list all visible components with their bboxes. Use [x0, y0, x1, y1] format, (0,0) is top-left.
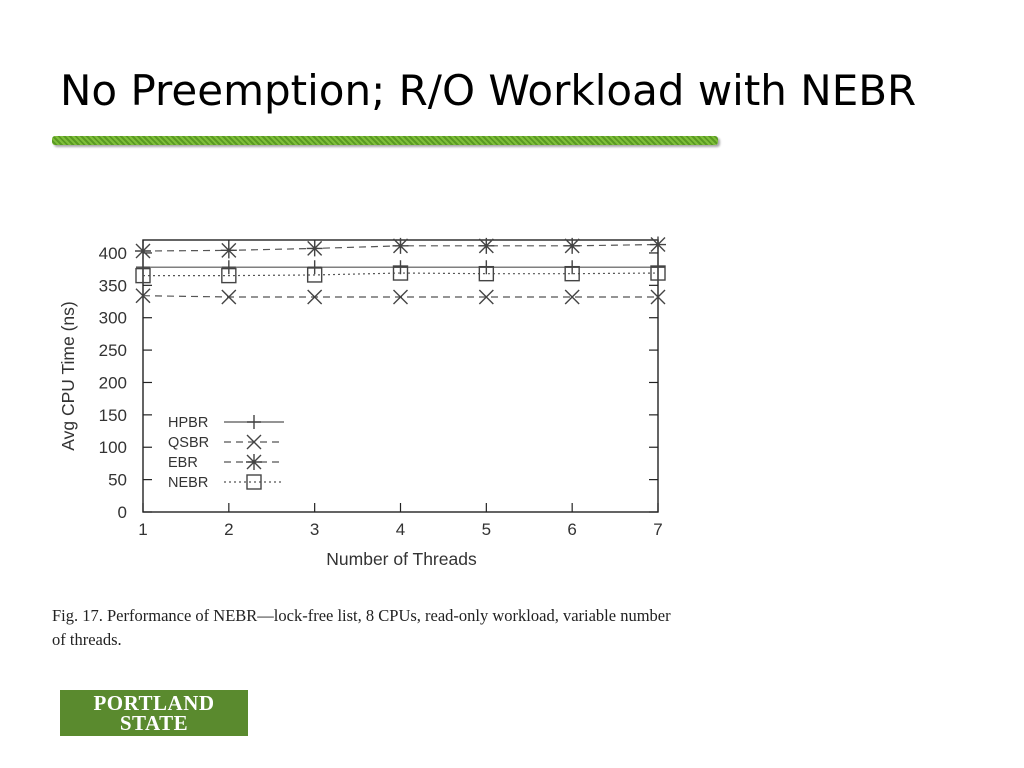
- data-point-ebr: [478, 238, 494, 254]
- legend-label-ebr: EBR: [168, 455, 198, 471]
- data-point-hpbr: [136, 260, 150, 274]
- y-tick-label: 300: [98, 308, 127, 328]
- x-tick-label: 1: [138, 520, 148, 539]
- data-point-ebr: [564, 238, 580, 254]
- university-logo: [60, 690, 248, 755]
- y-tick-label: 100: [98, 438, 127, 458]
- legend-marker-ebr: [246, 454, 262, 470]
- data-point-ebr: [307, 240, 323, 256]
- y-tick-label: 50: [108, 470, 127, 490]
- legend-label-hpbr: HPBR: [168, 415, 209, 431]
- y-tick-label: 200: [98, 373, 127, 393]
- y-tick-label: 400: [98, 243, 127, 263]
- y-tick-label: 350: [98, 276, 127, 296]
- data-point-hpbr: [394, 260, 408, 274]
- x-tick-label: 4: [395, 520, 406, 539]
- legend-label-qsbr: QSBR: [168, 435, 210, 451]
- data-point-ebr: [650, 237, 666, 253]
- logo-line-2: UNIVERSITY: [85, 731, 223, 755]
- x-axis-label: Number of Threads: [326, 549, 477, 569]
- y-tick-label: 150: [98, 405, 127, 425]
- x-tick-label: 3: [309, 520, 320, 539]
- x-tick-label: 6: [567, 520, 577, 539]
- x-tick-label: 2: [224, 520, 234, 539]
- data-point-ebr: [393, 238, 409, 254]
- y-tick-label: 250: [98, 341, 127, 361]
- legend-marker-hpbr: [247, 415, 261, 429]
- data-point-hpbr: [651, 260, 665, 274]
- slide-title: No Preemption; R/O Workload with NEBR: [60, 66, 917, 115]
- data-point-ebr: [135, 243, 151, 259]
- title-underline: [52, 136, 718, 145]
- y-axis-label: Avg CPU Time (ns): [58, 301, 78, 451]
- data-point-ebr: [221, 242, 237, 258]
- data-point-hpbr: [308, 260, 322, 274]
- x-tick-label: 7: [653, 520, 663, 539]
- plot-frame: [143, 240, 658, 512]
- legend-label-nebr: NEBR: [168, 475, 209, 491]
- data-point-hpbr: [222, 260, 236, 274]
- logo-line-1: PORTLAND STATE: [93, 691, 215, 735]
- y-tick-label: 0: [117, 503, 127, 522]
- data-point-qsbr: [308, 290, 322, 304]
- figure-caption: Fig. 17. Performance of NEBR—lock-free list, 8 CPUs, read-only workload, variable number of threads.: [52, 606, 671, 649]
- x-tick-label: 5: [481, 520, 492, 539]
- cpu-time-chart: [50, 225, 690, 585]
